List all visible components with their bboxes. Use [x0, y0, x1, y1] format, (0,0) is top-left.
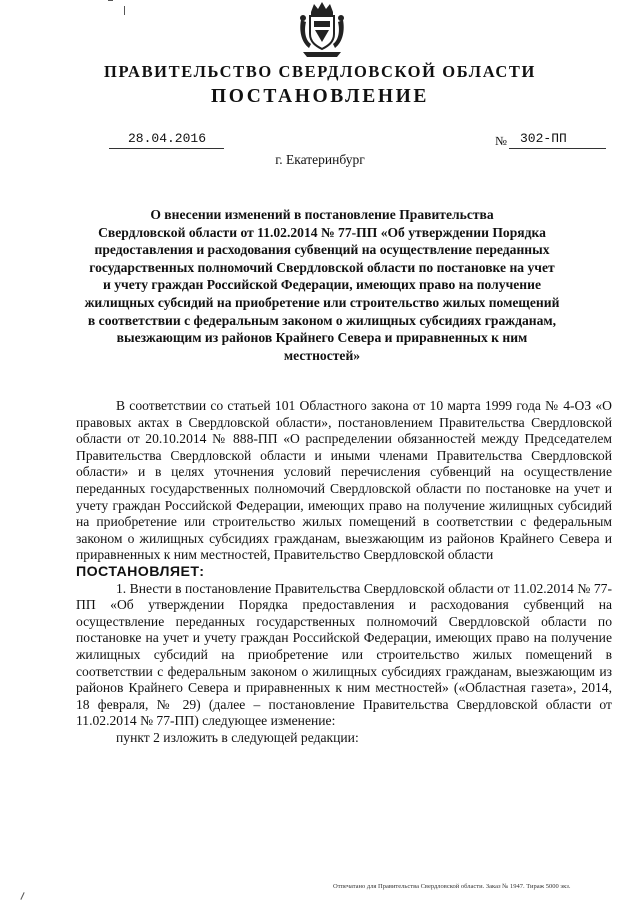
- resolves-heading: ПОСТАНОВЛЯЕТ:: [76, 563, 205, 580]
- number-underline: [509, 148, 606, 149]
- title-line: в соответствии с федеральным законом о жилищных субсидиях гражданам,: [87, 312, 557, 328]
- title-line: государственных полномочий Свердловской области по постановке на учет: [89, 259, 555, 275]
- margin-mark: [20, 892, 24, 900]
- date-underline: [109, 148, 224, 149]
- print-footer: Отпечатано для Правительства Свердловской области. Заказ № 1947. Тираж 5000 экз.: [333, 883, 571, 890]
- document-number: 302-ПП: [520, 131, 567, 146]
- government-name: ПРАВИТЕЛЬСТВО СВЕРДЛОВСКОЙ ОБЛАСТИ: [104, 62, 536, 81]
- document-date: 28.04.2016: [128, 131, 207, 146]
- title-line: Свердловской области от 11.02.2014 № 77-ПП «Об утверждении Порядка: [98, 224, 546, 240]
- title-line: предоставления и расходования субвенций на осуществление переданных: [94, 242, 550, 258]
- document-body: [76, 398, 612, 746]
- title-line: и учету граждан Российской Федерации, имеющих право на получение: [103, 277, 541, 293]
- item-1-subparagraph: пункт 2 изложить в следующей редакции:: [116, 729, 359, 745]
- title-line: жилищных субсидий на приобретение или строительство жилых помещений: [84, 294, 560, 310]
- preamble-paragraph: В соответствии со статьей 101 Областного закона от 10 марта 1999 года № 4-ОЗ «О правовых актах в Свердловской области», постановлением Правительства Свердловской области от 20.10.2014 № 888-ПП «О распределении обязанностей между Председателем Правительства Свердловской области и иными членами Правительства Свердловской области» и в целях уточнения условий перечисления субвенций на осуществление переданных государственных полномочий Свердловской области по постановке на учет и учету граждан Российской Федерации, имеющих право на получение жилищных субсидий на приобретение или строительство жилых помещений в соответствии с федеральным законом о жилищных субсидиях гражданам, выезжающим из районов Крайнего Севера и приравненных к ним местностей, Правительство Свердловской области: [76, 398, 612, 563]
- number-sign: №: [495, 134, 507, 148]
- title-line: местностей»: [283, 347, 361, 363]
- margin-mark: [124, 6, 125, 15]
- coat-of-arms-emblem: [297, 0, 347, 60]
- document-title: [84, 206, 560, 364]
- title-line: О внесении изменений в постановление Правительства: [150, 207, 494, 222]
- title-line: выезжающим из районов Крайнего Севера и приравненных к ним: [116, 330, 528, 346]
- item-1-paragraph: 1. Внести в постановление Правительства Свердловской области от 11.02.2014 № 77-ПП «Об утверждении Порядка предоставления и расходования субвенций на осуществление переданных государственных полномочий Свердловской области по постановке на учет и учету граждан Российской Федерации, имеющих право на получение жилищных субсидий на приобретение или строительство жилых помещений в соответствии с федеральным законом о жилищных субсидиях гражданам, выезжающим из районов Крайнего Севера и приравненных к ним местностей» («Областная газета», 2014, 18 февраля, № 29) (далее – постановление Правительства Свердловской области от 11.02.2014 № 77-ПП) следующее изменение:: [76, 580, 612, 729]
- document-type: ПОСТАНОВЛЕНИЕ: [210, 86, 430, 107]
- margin-mark: [108, 0, 113, 1]
- city: г. Екатеринбург: [275, 152, 365, 167]
